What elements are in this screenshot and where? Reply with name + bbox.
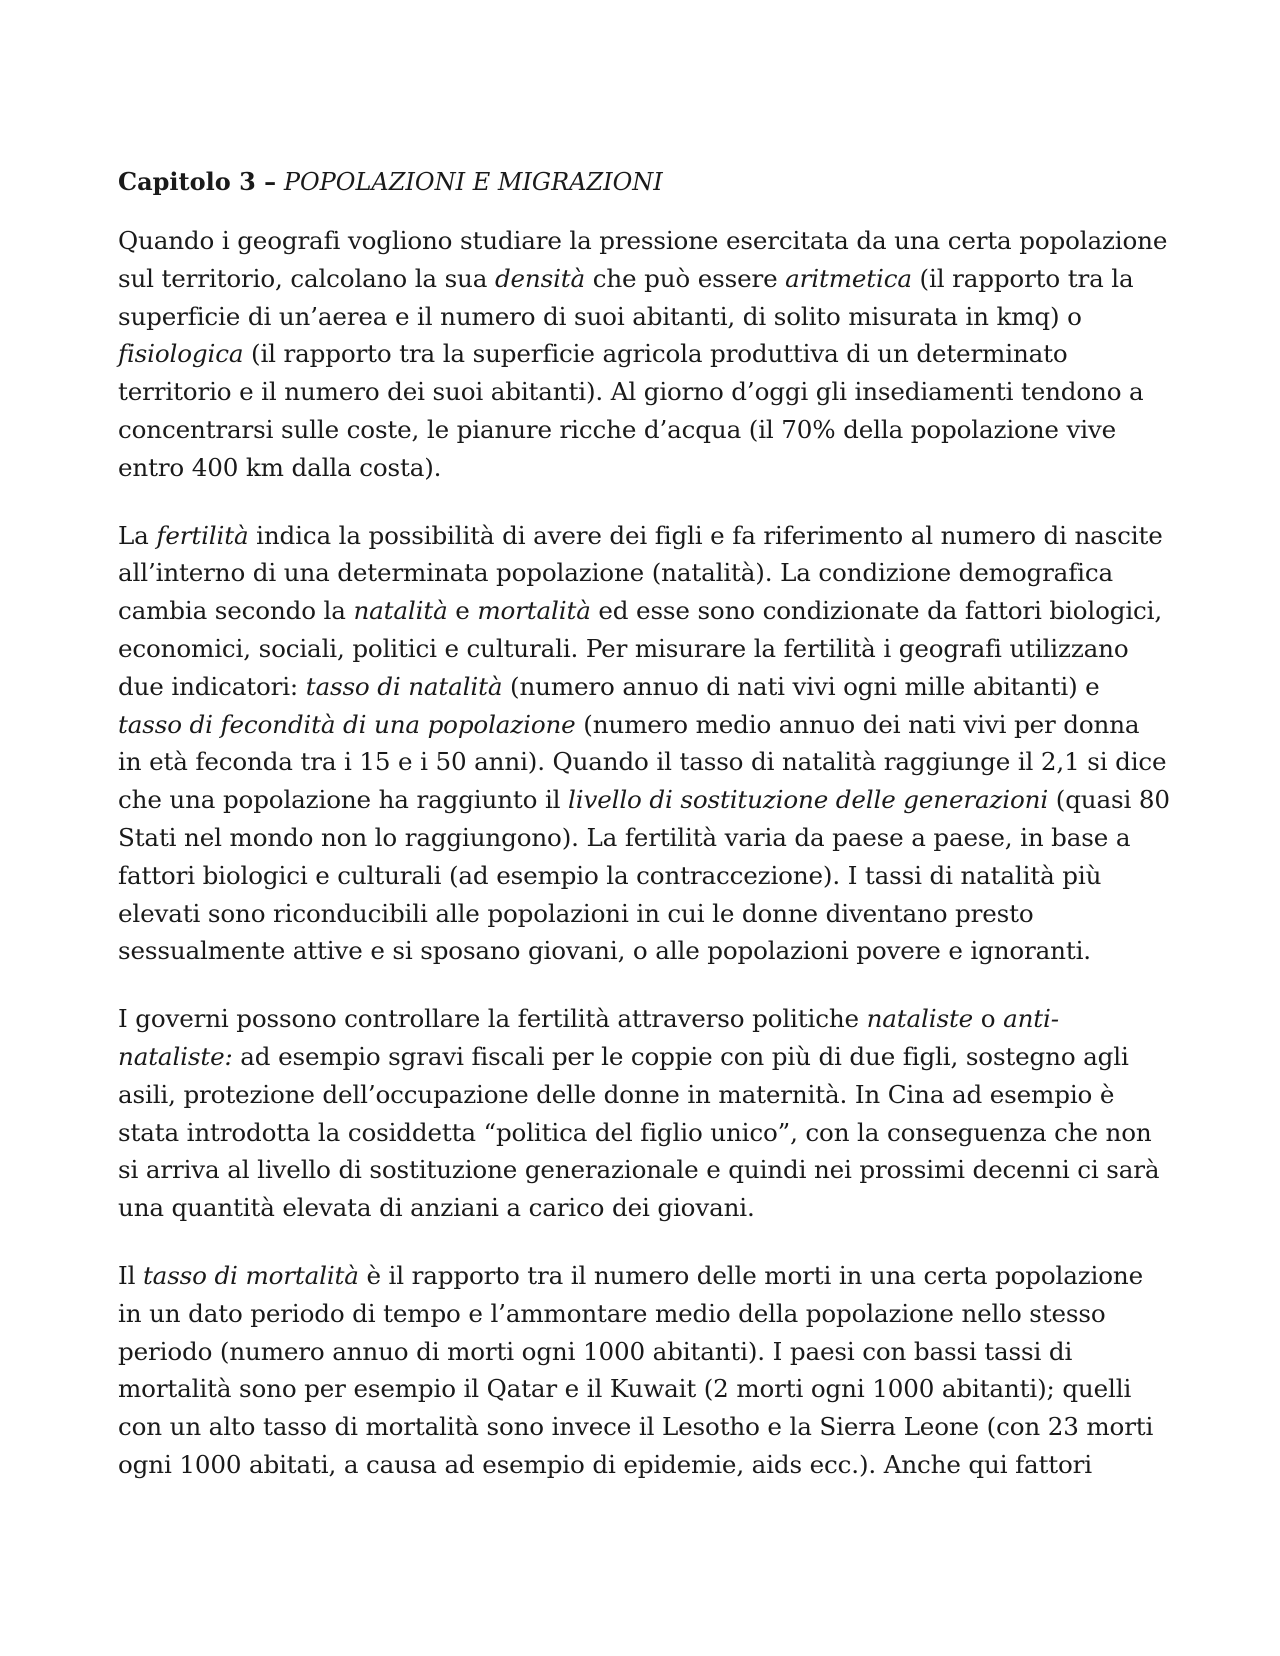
italic-term: fertilità — [156, 520, 249, 550]
text-run: I governi possono controllare la fertilità attraverso politiche — [118, 1004, 867, 1034]
text-run: indica la possibilità di avere dei figli e fa riferimento al numero di nascite all’interno di una determinata popolazione (natalità). La condizione demografica cambia secondo la — [118, 520, 1163, 626]
italic-term: aritmetica — [785, 263, 912, 293]
text-run: è il rapporto tra il numero delle morti in una certa popolazione in un dato periodo di tempo e l’ammontare medio della popolazione nello stesso periodo (numero annuo di morti ogni 1000 abitanti). I paesi con bassi tassi di mortalità sono per esempio il Qatar e il Kuwait (2 morti ogni 1000 abitanti); quelli con un alto tasso di mortalità sono invece il Lesotho e la Sierra Leone (con 23 morti ogni 1000 abitati, a causa ad esempio di epidemie, aids ecc.). Anche qui fattori — [118, 1260, 1154, 1479]
paragraph-list — [118, 222, 1170, 1484]
text-run: (quasi 80 Stati nel mondo non lo raggiungono). La fertilità varia da paese a paese, in base a fattori biologici e culturali (ad esempio la contraccezione). I tassi di natalità più elevati sono riconducibili alle popolazioni in cui le donne diventano presto sessualmente attive e si sposano giovani, o alle popolazioni povere e ignoranti. — [118, 785, 1170, 966]
italic-term: fisiologica — [118, 339, 244, 369]
text-run: ed esse sono condizionate da fattori biologici, economici, sociali, politici e culturali. Per misurare la fertilità i geografi utilizzano due indicatori: — [118, 596, 1163, 701]
italic-term: livello di sostituzione delle generazioni — [568, 785, 1049, 815]
text-run: (il rapporto tra la superficie di un’aerea e il numero di suoi abitanti, di solito misurata in kmq) o — [118, 263, 1134, 331]
text-run: (il rapporto tra la superficie agricola produttiva di un determinato territorio e il numero dei suoi abitanti). Al giorno d’oggi gli insediamenti tendono a concentrarsi sulle coste, le pianure ricche d’acqua (il 70% della popolazione vive entro 400 km dalla costa). — [118, 339, 1144, 482]
italic-term: densità — [494, 263, 586, 293]
document-body — [118, 164, 1170, 1484]
chapter-heading — [118, 164, 1170, 200]
paragraph — [118, 1000, 1170, 1227]
italic-term: anti-nataliste: — [118, 1004, 1059, 1071]
text-run: e — [447, 596, 478, 626]
italic-term: tasso di mortalità — [142, 1260, 359, 1290]
italic-term: tasso di fecondità di una popolazione — [118, 709, 576, 739]
text-run: La — [118, 520, 157, 550]
italic-term: tasso di natalità — [305, 671, 503, 701]
paragraph — [118, 222, 1170, 487]
chapter-number: Capitolo 3 – — [118, 167, 277, 196]
text-run: (numero medio annuo dei nati vivi per donna in età feconda tra i 15 e i 50 anni). Quando il tasso di natalità raggiunge il 2,1 si dice che una popolazione ha raggiunto il — [118, 709, 1167, 815]
italic-term: natalità — [353, 596, 448, 626]
text-run: o — [973, 1004, 1004, 1034]
paragraph — [118, 1257, 1170, 1484]
text-run: ad esempio sgravi fiscali per le coppie con più di due figli, sostegno agli asili, protezione dell’occupazione delle donne in maternità. In Cina ad esempio è stata introdotta la cosiddetta “politica del figlio unico”, con la conseguenza che non si arriva al livello di sostituzione generazionale e quindi nei prossimi decenni ci sarà una quantità elevata di anziani a carico dei giovani. — [118, 1041, 1160, 1223]
italic-term: mortalità — [477, 596, 591, 626]
text-run: Il — [118, 1260, 143, 1290]
italic-term: nataliste — [866, 1004, 974, 1034]
paragraph — [118, 517, 1170, 971]
chapter-title: POPOLAZIONI E MIGRAZIONI — [283, 168, 663, 196]
text-run: (numero annuo di nati vivi ogni mille abitanti) e — [502, 671, 1100, 701]
text-run: Quando i geografi vogliono studiare la pressione esercitata da una certa popolazione sul territorio, calcolano la sua — [118, 226, 1168, 293]
text-run: che può essere — [585, 263, 786, 293]
